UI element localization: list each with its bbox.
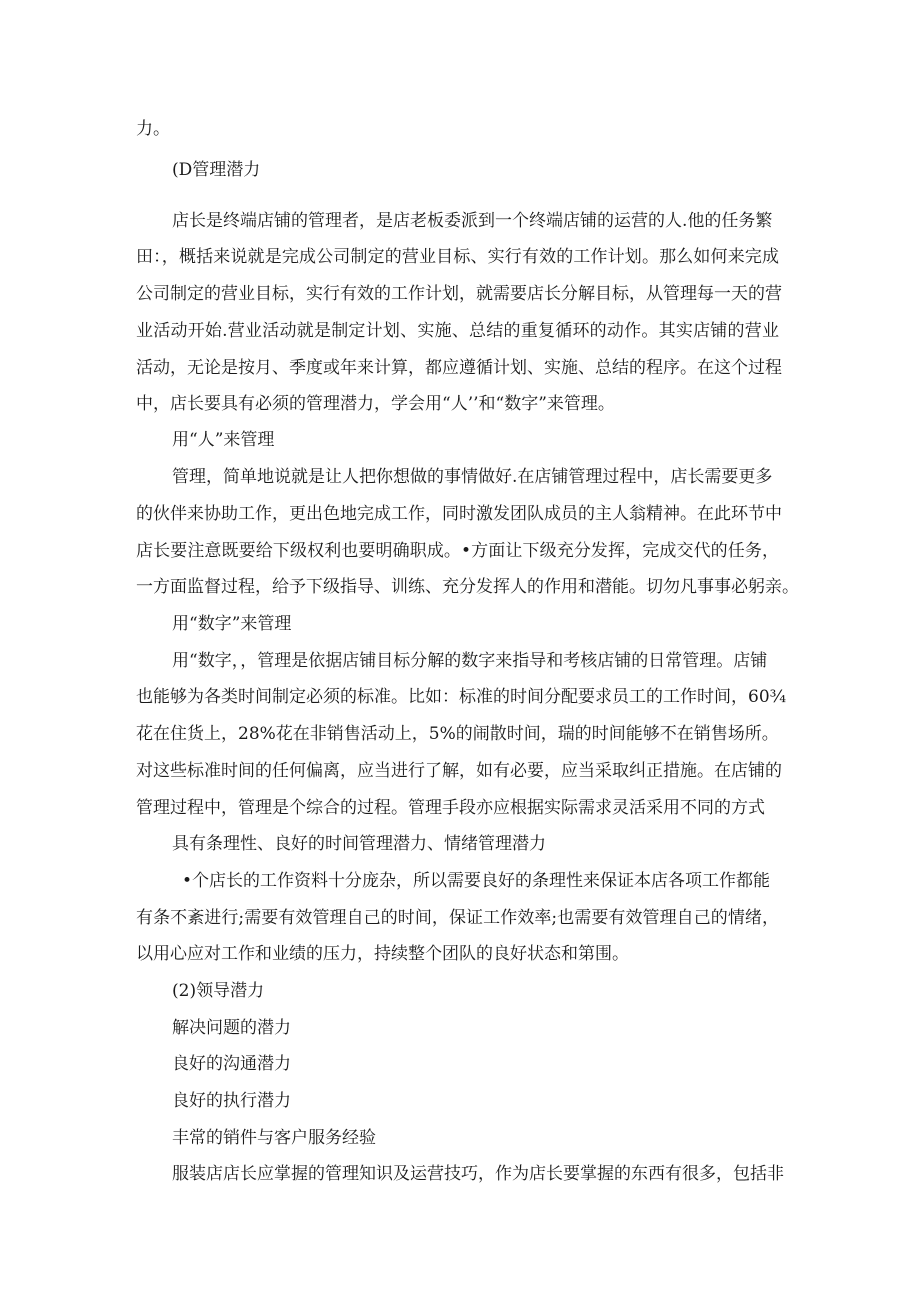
list-item: 丰常的销件与客户服务经验 xyxy=(172,1128,376,1148)
paragraph-line: 田：，概括来说就是完成公司制定的营业目标、实行有效的工作计划。那么如何来完成 xyxy=(136,247,779,267)
paragraph-line: 公司制定的营业目标，实行有效的工作计划，就需要店长分解目标，从管理每一天的营 xyxy=(136,284,782,304)
paragraph-line: 对这些标准时间的任何偏离，应当进行了解，如有必要，应当采取纠正措施。在店铺的 xyxy=(136,761,782,781)
subheading: 具有条理性、良好的时间管理潜力、情绪管理潜力 xyxy=(172,834,546,854)
text-line: 力。 xyxy=(136,119,170,139)
paragraph-line: 店长要注意既要给下级权利也要明确职成。•方面让下级充分发挥，完成交代的任务， xyxy=(136,541,779,561)
paragraph-line: 活动，无论是按月、季度或年来计算，都应遵循计划、实施、总结的程序。在这个过程 xyxy=(136,358,782,378)
list-item: 解决问题的潜力 xyxy=(172,1018,291,1038)
paragraph-line: 也能够为各类时间制定必须的标准。比如：标准的时间分配要求员工的工作时间，60¾ xyxy=(136,687,787,707)
paragraph-line: 中，店长要具有必须的管理潜力，学会用“人’’和“数字”来管理。 xyxy=(136,394,615,414)
subheading: 用“人”来管理 xyxy=(172,430,275,450)
list-item: 良好的沟通潜力 xyxy=(172,1054,291,1074)
paragraph-line: 业活动开始.营业活动就是制定计划、实施、总结的重复循环的动作。其实店铺的营业 xyxy=(136,321,779,341)
paragraph-line: 一方面监督过程，给予下级指导、训练、充分发挥人的作用和潜能。切勿凡事事必躬亲。 xyxy=(136,577,799,597)
section-heading: (D管理潜力 xyxy=(172,160,261,180)
paragraph-line: 服装店店长应掌握的管理知识及运营技巧，作为店长要掌握的东西有很多，包括非 xyxy=(172,1164,784,1184)
paragraph-line: 以用心应对工作和业绩的压力，持续整个团队的良好状态和第围。 xyxy=(136,944,629,964)
paragraph-line: 花在住货上，28%花在非销售活动上，5%的闹散时间，瑞的时间能够不在销售场所。 xyxy=(136,724,779,744)
subheading: 用“数字”来管理 xyxy=(172,614,292,634)
paragraph-line: 管理过程中，管理是个综合的过程。管理手段亦应根据实际需求灵活采用不同的方式 xyxy=(136,798,765,818)
paragraph-line: 有条不紊进行;需要有效管理自己的时间，保证工作效率;也需要有效管理自己的情绪， xyxy=(136,908,779,928)
paragraph-line: •个店长的工作资料十分庞杂，所以需要良好的条理性来保证本店各项工作都能 xyxy=(182,871,771,891)
paragraph-line: 用“数字，，管理是依据店铺目标分解的数字来指导和考核店铺的日常管理。店铺 xyxy=(172,651,768,671)
section-heading: (2)领导潜力 xyxy=(172,981,265,1001)
paragraph-line: 店长是终端店铺的管理者，是店老板委派到一个终端店铺的运营的人.他的任务繁 xyxy=(172,211,773,231)
paragraph-line: 的伙伴来协助工作，更出色地完成工作，同时激发团队成员的主人翁精神。在此环节中 xyxy=(136,504,782,524)
list-item: 良好的执行潜力 xyxy=(172,1091,291,1111)
paragraph-line: 管理，简单地说就是让人把你想做的事情做好.在店铺管理过程中，店长需要更多 xyxy=(172,467,773,487)
